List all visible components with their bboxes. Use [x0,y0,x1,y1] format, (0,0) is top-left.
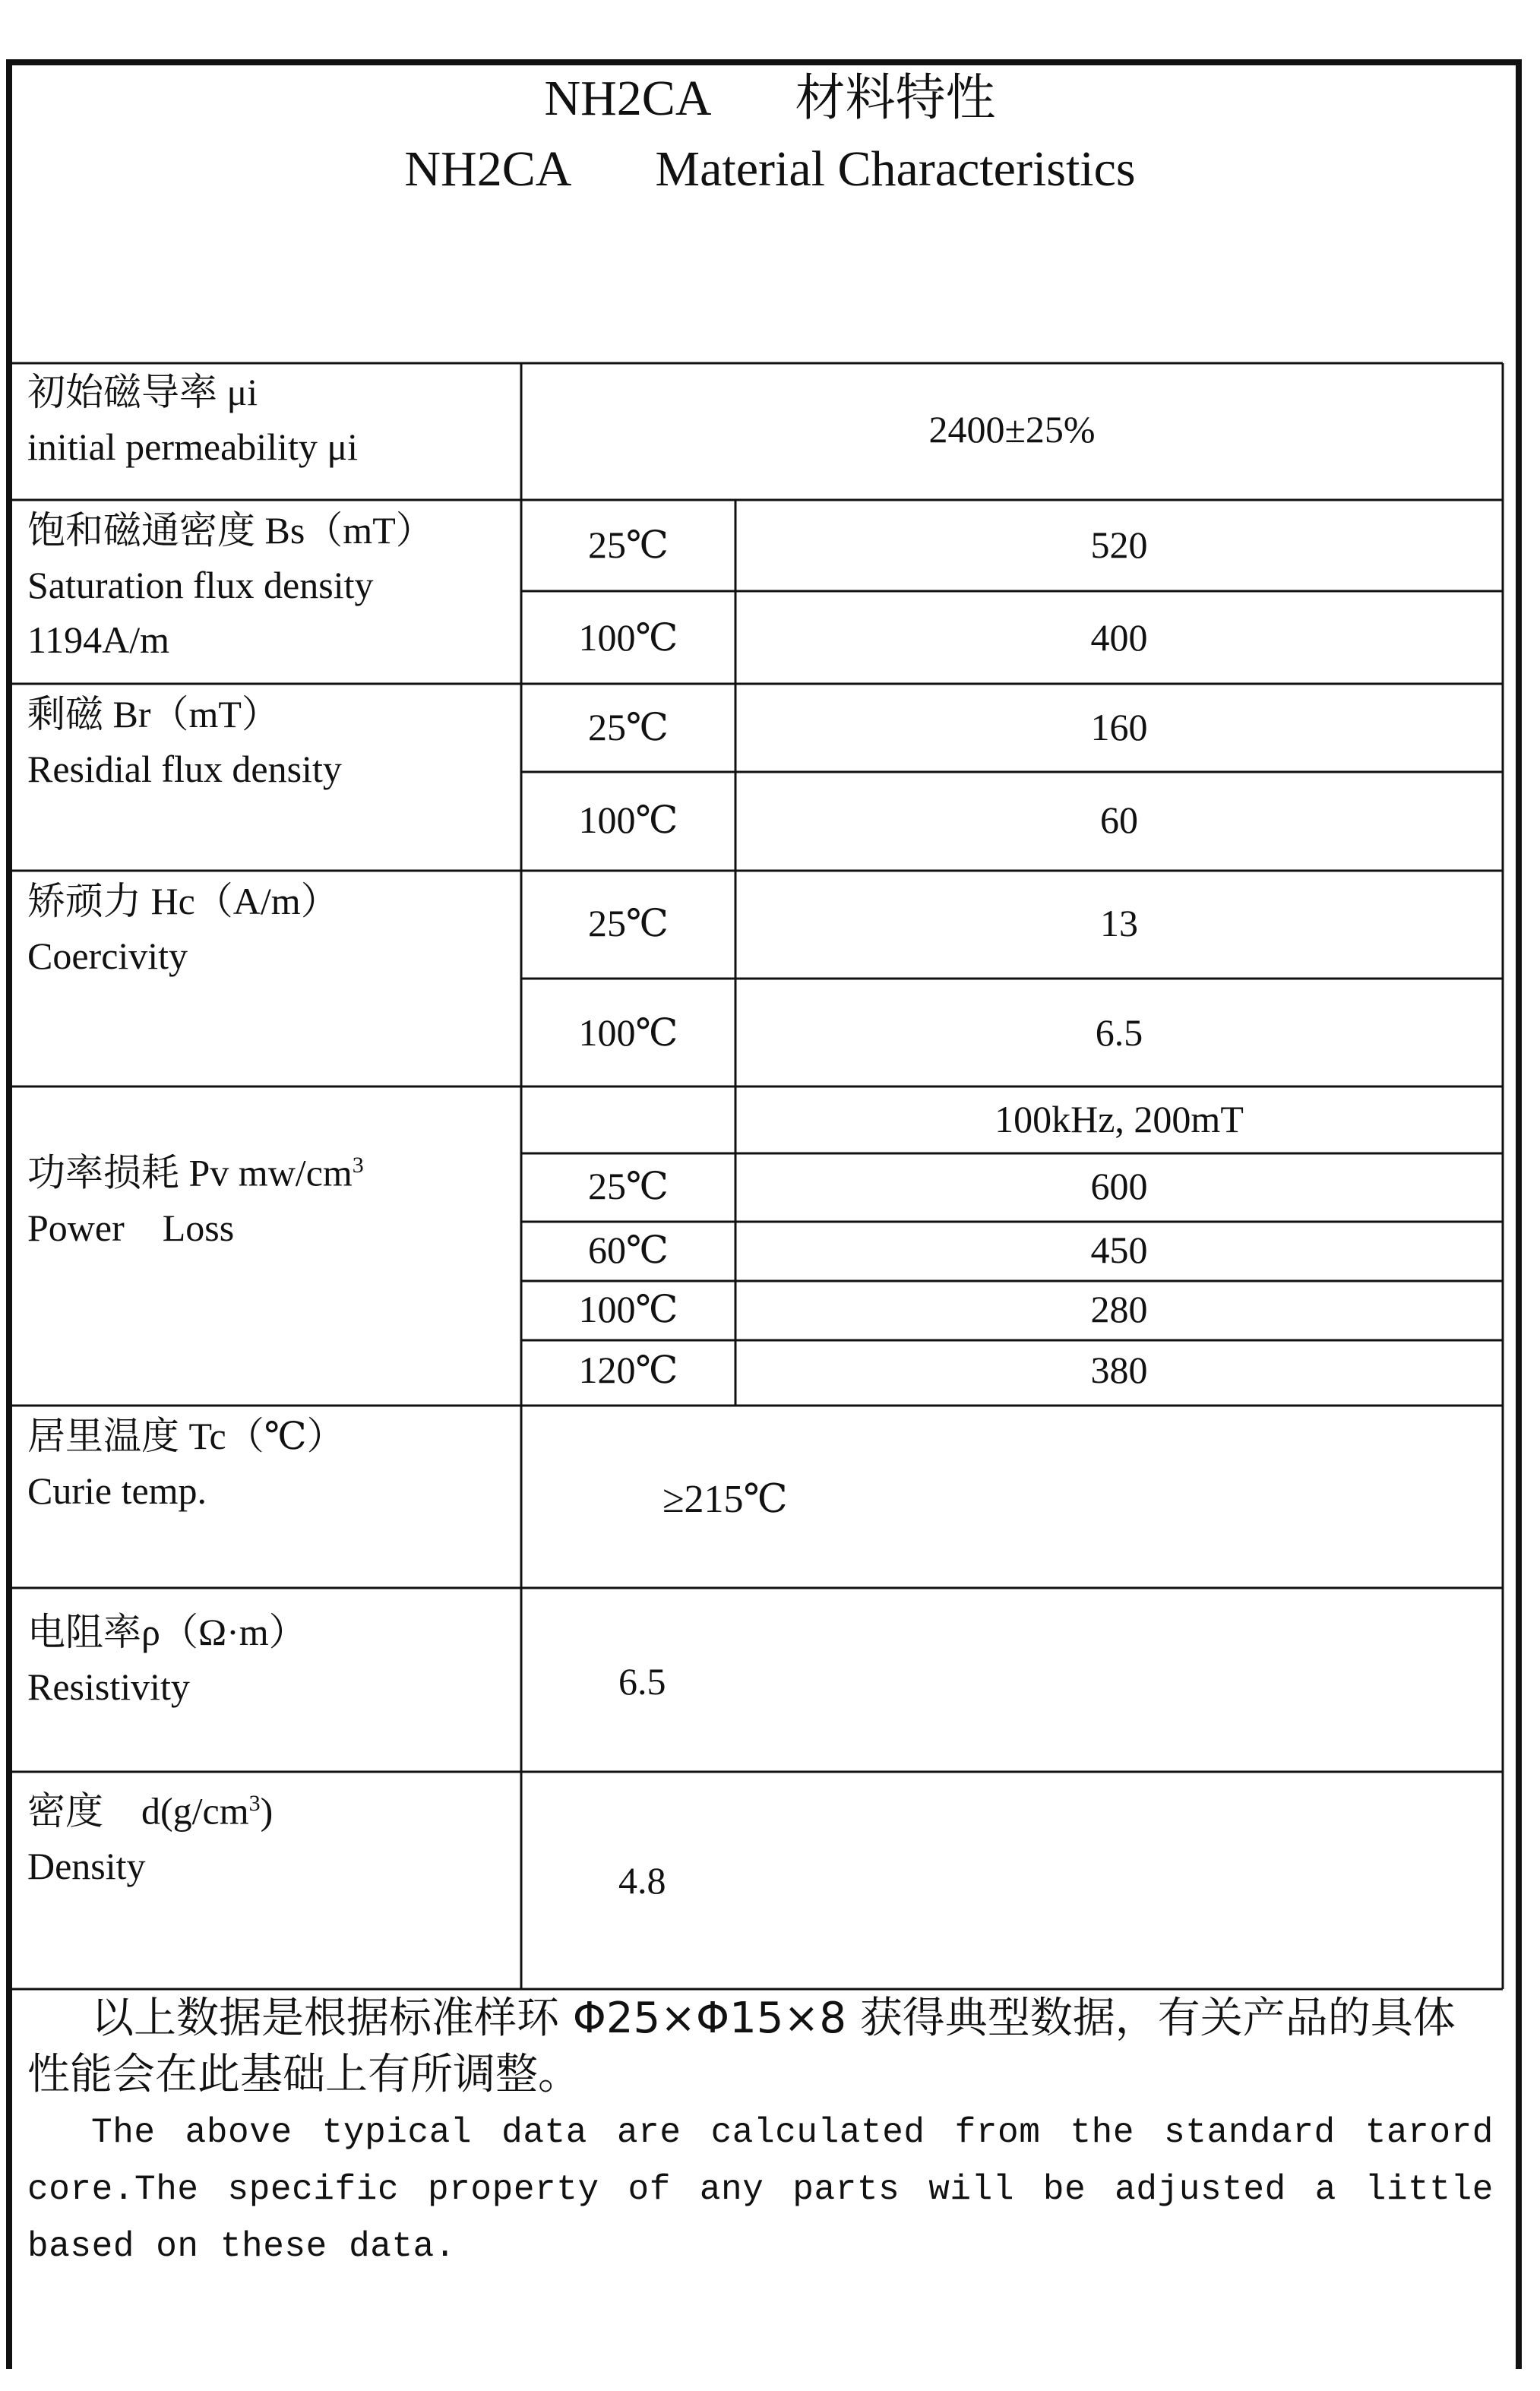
permeability-label-en: initial permeability μi [27,425,359,468]
saturation-label-en2: 1194A/m [27,618,170,661]
curie-value: ≥215℃ [662,1478,788,1521]
title-en-text: Material Characteristics [655,141,1136,197]
power-loss-value-3: 280 [1090,1288,1148,1330]
resistivity-label-en: Resistivity [27,1665,190,1708]
residual-temp-2: 100℃ [578,799,678,841]
power-loss-condition: 100kHz, 200mT [995,1098,1244,1140]
permeability-label [27,365,358,474]
power-loss-label-sup: 3 [352,1153,364,1178]
power-loss-value-2: 450 [1090,1229,1148,1271]
saturation-temp-2: 100℃ [578,616,678,659]
power-loss-label [27,1138,364,1255]
residual-label-en: Residial flux density [27,748,342,790]
power-loss-label-cn: 功率损耗 Pv mw/cm [27,1151,353,1194]
saturation-label-en: Saturation flux density [27,564,374,606]
title-chinese [0,57,1540,129]
saturation-value-2: 400 [1090,616,1148,659]
residual-label-cn: 剩磁 Br（mT） [27,693,280,735]
saturation-label [27,503,434,667]
density-label-cn-line [27,1776,273,1839]
power-loss-label-en: Power Loss [27,1206,235,1249]
density-label-sup: 3 [248,1791,261,1816]
saturation-temp-1: 25℃ [588,523,669,566]
note-chinese: 以上数据是根据标准样环 Φ25×Φ15×8 获得典型数据，有关产品的具体性能会在此基础上有所调整。 [27,1994,1456,2099]
density-label-cn: 密度 d(g/cm [27,1789,249,1833]
coercivity-label-cn: 矫顽力 Hc（A/m） [27,880,339,922]
title-code-2: NH2CA [404,141,572,197]
coercivity-label-en: Coercivity [27,935,188,977]
resistivity-label-cn: 电阻率ρ（Ω·m） [27,1611,307,1653]
coercivity-temp-2: 100℃ [578,1011,678,1054]
coercivity-value-2: 6.5 [1095,1011,1143,1054]
coercivity-value-1: 13 [1100,902,1138,944]
coercivity-temp-1: 25℃ [588,902,669,944]
residual-value-1: 160 [1090,706,1148,748]
resistivity-label [27,1605,307,1714]
residual-value-2: 60 [1100,799,1138,841]
power-loss-temp-2: 60℃ [588,1229,669,1271]
curie-label-cn: 居里温度 Tc（℃） [27,1415,345,1457]
saturation-label-cn: 饱和磁通密度 Bs（mT） [27,509,434,552]
power-loss-label-cn-line [27,1138,364,1200]
density-label-cn-end: ) [260,1789,274,1833]
power-loss-value-1: 600 [1090,1165,1148,1207]
permeability-value: 2400±25% [928,408,1096,451]
coercivity-label [27,874,339,983]
permeability-label-cn: 初始磁导率 μi [27,371,258,413]
resistivity-value: 6.5 [618,1660,666,1703]
power-loss-temp-3: 100℃ [578,1288,678,1330]
power-loss-temp-4: 120℃ [578,1349,678,1391]
power-loss-value-4: 380 [1090,1349,1148,1391]
power-loss-temp-1: 25℃ [588,1165,669,1207]
title-code: NH2CA [544,71,712,126]
density-value: 4.8 [618,1859,666,1902]
curie-label-en: Curie temp. [27,1469,207,1512]
curie-label [27,1409,345,1518]
note-english: The above typical data are calculated from the standard tarord core.The specific property of any parts will be adjusted a little based on these data. [27,2113,1494,2266]
density-label [27,1776,273,1893]
saturation-value-1: 520 [1090,523,1148,566]
residual-label [27,687,342,796]
residual-temp-1: 25℃ [588,706,669,748]
title-english [0,141,1540,198]
title-cn-text: 材料特性 [795,71,996,126]
density-label-en: Density [27,1844,146,1887]
